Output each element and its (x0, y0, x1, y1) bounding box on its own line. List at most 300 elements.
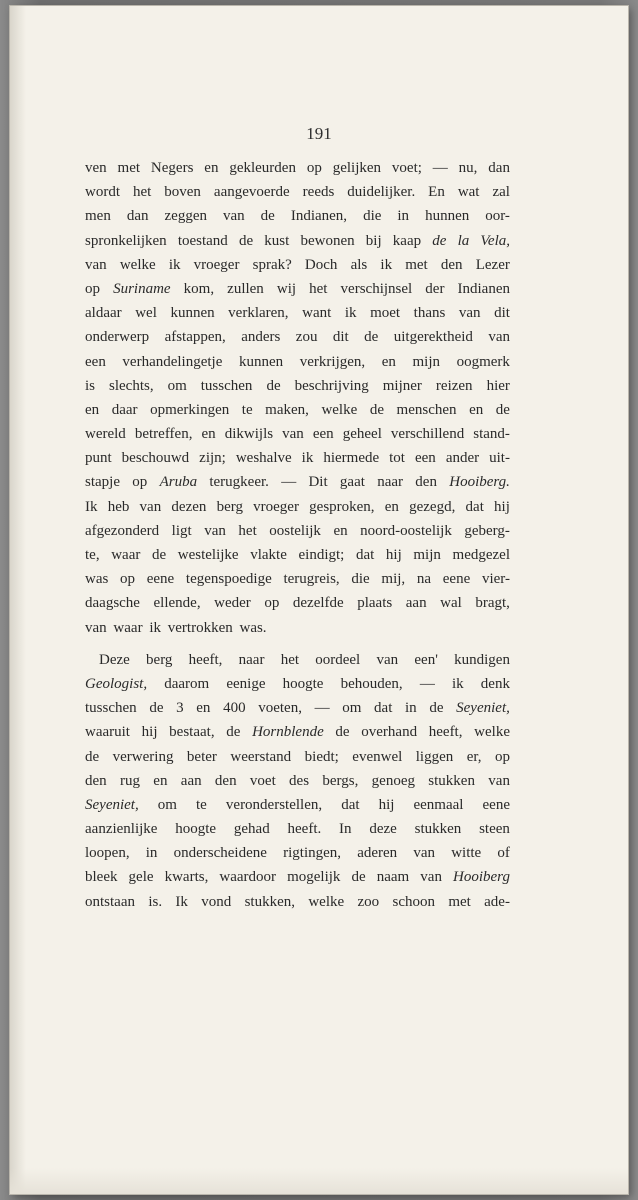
word: de (495, 401, 510, 418)
word: gaat (339, 474, 365, 491)
word: te, (85, 547, 100, 563)
word: hunnen (425, 208, 470, 225)
word: zullen (227, 280, 264, 297)
word: om (167, 377, 187, 394)
word: ik (451, 675, 464, 692)
word: en (469, 401, 484, 418)
word: plaats (357, 595, 393, 612)
word: oostelijk (269, 522, 321, 539)
text-line (85, 745, 510, 769)
word: met (405, 256, 428, 273)
word: dikwijls (224, 426, 274, 443)
word: met (448, 893, 471, 910)
text-line (85, 325, 510, 349)
word: hij (385, 547, 402, 563)
word: daarom (164, 675, 210, 692)
word: eenige (226, 675, 266, 692)
text-line (85, 229, 510, 253)
word: zijn; (199, 450, 226, 467)
word: — (432, 160, 448, 176)
word: welke (474, 724, 510, 741)
word: naam (376, 869, 410, 886)
word: die (351, 571, 370, 588)
word: in (397, 208, 410, 225)
text-line (85, 567, 510, 591)
word: rug (119, 772, 140, 789)
word: Hooiberg. (449, 474, 510, 491)
text-line (85, 277, 510, 301)
word: eindigt; (298, 547, 345, 563)
word: stukken, (244, 893, 295, 910)
word: sprak? (252, 256, 292, 273)
word: la (457, 232, 470, 249)
word: met (117, 160, 141, 176)
word: der (425, 280, 445, 297)
word: wij (276, 280, 297, 297)
word: welke (119, 256, 156, 273)
word: terugkeer. (209, 474, 269, 491)
word: moet (370, 305, 401, 322)
word: het (132, 184, 152, 201)
word: Suriname (113, 280, 171, 297)
word: des (289, 772, 310, 789)
word: dat (341, 796, 360, 813)
word: en (204, 160, 219, 176)
word: schoon (392, 893, 435, 910)
word: zeggen (164, 208, 207, 225)
word: tusschen (85, 700, 137, 717)
word: Seyeniet, (456, 700, 510, 717)
word: anders (241, 329, 281, 346)
word: weerstand (230, 748, 292, 765)
word: dezelfde (292, 595, 344, 612)
word: berg (146, 651, 173, 668)
word: aan (180, 772, 202, 789)
word: aan (405, 595, 427, 612)
word: te (196, 796, 207, 813)
word: bergs, (322, 772, 359, 789)
word: weshalve (235, 450, 292, 467)
text-line (85, 374, 510, 398)
word: veronderstellen, (225, 796, 323, 813)
word: Hooiberg (453, 869, 510, 886)
word: zoo (357, 893, 380, 910)
word: rigtingen, (283, 845, 342, 862)
word: en (381, 353, 396, 370)
word: den (440, 256, 463, 273)
word: tegenspoedige (185, 571, 272, 588)
word: van (413, 845, 436, 862)
word: wordt (85, 184, 120, 201)
text-line (85, 422, 510, 446)
word: een (85, 353, 106, 370)
word: gehad (233, 821, 270, 838)
word: spronkelijken (85, 232, 167, 249)
word: Vela, (480, 232, 510, 249)
word: waardoor (219, 869, 277, 886)
word: toestand (177, 232, 228, 249)
word: genoeg (371, 772, 415, 789)
word: hiermede (323, 450, 380, 467)
word: van (139, 498, 162, 515)
word: dit (332, 329, 349, 346)
word: westelijke (177, 547, 239, 563)
word: hij (141, 724, 158, 741)
word: van (204, 522, 226, 539)
word: dat (465, 498, 484, 515)
text-line (85, 672, 510, 696)
word: en (384, 498, 399, 515)
word: 3 (176, 700, 184, 717)
word: Indianen (457, 280, 510, 297)
text-line (85, 398, 510, 422)
word: kaap (392, 232, 422, 249)
word: uitgerektheid (393, 329, 473, 346)
word: en (85, 401, 100, 418)
word: op (120, 571, 136, 588)
word: — (281, 474, 297, 491)
word: dan (488, 160, 510, 176)
text-line (85, 180, 510, 204)
word: die (363, 208, 382, 225)
text-line (85, 204, 510, 228)
word: aderen (357, 845, 398, 862)
word: En (428, 184, 445, 201)
word: kundigen (454, 651, 510, 668)
word: of (497, 845, 510, 862)
word: behouden, (340, 675, 403, 692)
word: reizen (435, 377, 473, 394)
word: van (376, 651, 399, 668)
body-text (85, 156, 510, 914)
word: vond (201, 893, 232, 910)
word: hoogte (282, 675, 324, 692)
word: thans (413, 305, 446, 322)
word: is. (148, 893, 163, 910)
word: punt (85, 450, 112, 467)
word: verhandelingetje (122, 353, 223, 370)
word: noord-oostelijk (360, 522, 452, 539)
word: tot (389, 450, 405, 467)
word: verwering (112, 748, 174, 765)
word: waaruit (85, 724, 130, 741)
word: om (157, 796, 177, 813)
word: Dit (308, 474, 328, 491)
word: eene (482, 796, 510, 813)
text-line (85, 591, 510, 615)
word: heeft, (188, 651, 223, 668)
word: de (151, 547, 167, 563)
word: vroeger (193, 256, 240, 273)
word: eenmaal (413, 796, 464, 813)
word: tusschen (200, 377, 253, 394)
word: onderscheidene (173, 845, 267, 862)
word: — (314, 700, 330, 717)
word: er, (466, 748, 482, 765)
word: witte (451, 845, 482, 862)
word: beschrijving (294, 377, 369, 394)
word: ik (344, 305, 357, 322)
word: afgezonderd (85, 522, 160, 539)
word: dan (126, 208, 149, 225)
page-number: 191 (306, 124, 332, 143)
word: welke (321, 401, 358, 418)
word: was (85, 571, 109, 588)
word: op (495, 748, 510, 765)
word: de (429, 700, 444, 717)
word: de (364, 329, 379, 346)
word: en (201, 426, 216, 443)
word: en (196, 700, 211, 717)
word: eene (442, 571, 471, 588)
word: de (351, 869, 366, 886)
word: verklaren, (228, 305, 289, 322)
word: daagsche (85, 595, 140, 612)
word: voet; (391, 160, 422, 176)
word: men (85, 208, 111, 225)
word: menschen (396, 401, 457, 418)
word: Negers (150, 160, 194, 176)
word: de (85, 748, 100, 765)
text-line (85, 793, 510, 817)
word: en (153, 772, 168, 789)
word: voeten, (258, 700, 302, 717)
word: dat (374, 700, 393, 717)
word: geheel (342, 426, 382, 443)
word: op (132, 474, 148, 491)
word: boven (164, 184, 201, 201)
word: mij, (381, 571, 406, 588)
word: was. (239, 619, 267, 636)
word: ik (168, 256, 181, 273)
word: de (266, 377, 281, 394)
word: de (260, 208, 275, 225)
word: de (226, 724, 241, 741)
text-line (85, 720, 510, 744)
word: van (85, 619, 107, 636)
word: op (85, 280, 100, 297)
word: reeds (302, 184, 335, 201)
word: vertrokken (167, 619, 233, 636)
word: Indianen, (290, 208, 348, 225)
word: de (238, 232, 254, 249)
word: Ik (85, 498, 98, 515)
text-line (85, 865, 510, 889)
word: wal (440, 595, 462, 612)
word: het (280, 651, 300, 668)
word: een (312, 426, 334, 443)
word: ontstaan (85, 893, 135, 910)
word: aangevoerde (213, 184, 290, 201)
word: oor- (485, 208, 510, 225)
word: op (264, 595, 280, 612)
word: gekleurden (229, 160, 296, 176)
word: den (415, 474, 437, 491)
word: in (145, 845, 158, 862)
word: wat (457, 184, 480, 201)
word: mijn (412, 353, 441, 370)
text-line (85, 156, 510, 180)
word: heeft. (287, 821, 322, 838)
word: naar (238, 651, 265, 668)
word: een (414, 450, 436, 467)
word: weder (214, 595, 251, 612)
word: vlakte (250, 547, 287, 563)
word: hij (494, 498, 510, 515)
word: is (85, 377, 96, 394)
word: deze (369, 821, 397, 838)
word: onderwerp (85, 329, 150, 346)
word: gele (128, 869, 154, 886)
word: loopen, (85, 845, 130, 862)
word: verschillend (390, 426, 465, 443)
paragraph-gap (85, 640, 510, 648)
word: duidelijker. (347, 184, 416, 201)
word: kwarts, (164, 869, 209, 886)
word: overhand (361, 724, 418, 741)
page-gutter-shadow (10, 6, 26, 1194)
word: waar (111, 547, 141, 563)
word: mijner (382, 377, 422, 394)
word: liggen (415, 748, 454, 765)
word: steen (479, 821, 510, 838)
book-page (10, 6, 628, 1194)
word: te (241, 401, 253, 418)
word: — (419, 675, 435, 692)
text-line (85, 616, 510, 640)
word: gelijken (332, 160, 382, 176)
word: heeft, (428, 724, 463, 741)
page-bottom-edge (10, 1168, 628, 1194)
word: kom, (183, 280, 215, 297)
word: welke (308, 893, 345, 910)
word: ven (85, 160, 107, 176)
word: de (432, 232, 447, 249)
word: hij (378, 796, 395, 813)
word: ik (380, 256, 393, 273)
word: wereld (85, 426, 126, 443)
word: afstappen, (164, 329, 226, 346)
word: een' (414, 651, 438, 668)
word: hier (486, 377, 510, 394)
word: wel (135, 305, 157, 322)
word: Geologist, (85, 675, 148, 692)
word: vier- (481, 571, 510, 588)
word: dit (494, 305, 510, 322)
word: Lezer (475, 256, 510, 273)
word: hoogte (175, 821, 217, 838)
word: 400 (223, 700, 246, 717)
word: stapje (85, 474, 120, 491)
word: gezegd, (409, 498, 456, 515)
word: vroeger (253, 498, 299, 515)
word: dat (355, 547, 375, 563)
text-line (85, 841, 510, 865)
word: evenwel (352, 748, 403, 765)
word: het (238, 522, 257, 539)
word: kunnen (238, 353, 284, 370)
word: de (369, 401, 384, 418)
word: verkrijgen, (299, 353, 366, 370)
word: aanzienlijke (85, 821, 158, 838)
text-line (85, 301, 510, 325)
word: beschouwd (121, 450, 190, 467)
word: In (339, 821, 352, 838)
word: kust (264, 232, 290, 249)
word: terugreis, (283, 571, 340, 588)
word: ligt (171, 522, 192, 539)
word: bleek (85, 869, 118, 886)
word: biedt; (304, 748, 339, 765)
word: van (222, 208, 245, 225)
word: de (149, 700, 164, 717)
word: Doch (304, 256, 338, 273)
word: van (488, 329, 510, 346)
word: stukken (414, 821, 462, 838)
word: waar (113, 619, 143, 636)
word: uit- (489, 450, 510, 467)
word: beter (186, 748, 217, 765)
word: en (333, 522, 348, 539)
word: oogmerk (456, 353, 510, 370)
word: Seyeniet, (85, 796, 139, 813)
text-line (85, 519, 510, 543)
word: van (458, 305, 481, 322)
text-line (85, 769, 510, 793)
text-line (85, 253, 510, 277)
word: van (420, 869, 442, 886)
word: de (335, 724, 350, 741)
word: stand- (473, 426, 510, 443)
text-line (85, 648, 510, 672)
word: van (282, 426, 304, 443)
word: gesproken, (309, 498, 375, 515)
word: in (405, 700, 417, 717)
word: bewonen (300, 232, 355, 249)
word: van (488, 772, 510, 789)
word: na (416, 571, 432, 588)
text-line (85, 817, 510, 841)
word: nu, (458, 160, 478, 176)
word: ander (445, 450, 480, 467)
word: daar (111, 401, 138, 418)
word: betreffen, (134, 426, 193, 443)
word: bestaat, (169, 724, 215, 741)
word: mijn (413, 547, 441, 563)
word: ellende, (153, 595, 201, 612)
word: Aruba (159, 474, 198, 491)
word: Ik (175, 893, 188, 910)
word: voet (249, 772, 276, 789)
word: heb (107, 498, 130, 515)
word: het (309, 280, 328, 297)
word: als (350, 256, 368, 273)
word: oordeel (315, 651, 361, 668)
text-line (85, 446, 510, 470)
word: den (214, 772, 237, 789)
text-line (85, 495, 510, 519)
word: denk (480, 675, 510, 692)
word: op (306, 160, 322, 176)
word: Hornblende (252, 724, 324, 741)
text-line (85, 890, 510, 914)
text-line (85, 470, 510, 494)
word: eene (146, 571, 175, 588)
word: berg (216, 498, 243, 515)
word: Deze (99, 651, 130, 668)
word: zou (295, 329, 318, 346)
word: maken, (265, 401, 309, 418)
